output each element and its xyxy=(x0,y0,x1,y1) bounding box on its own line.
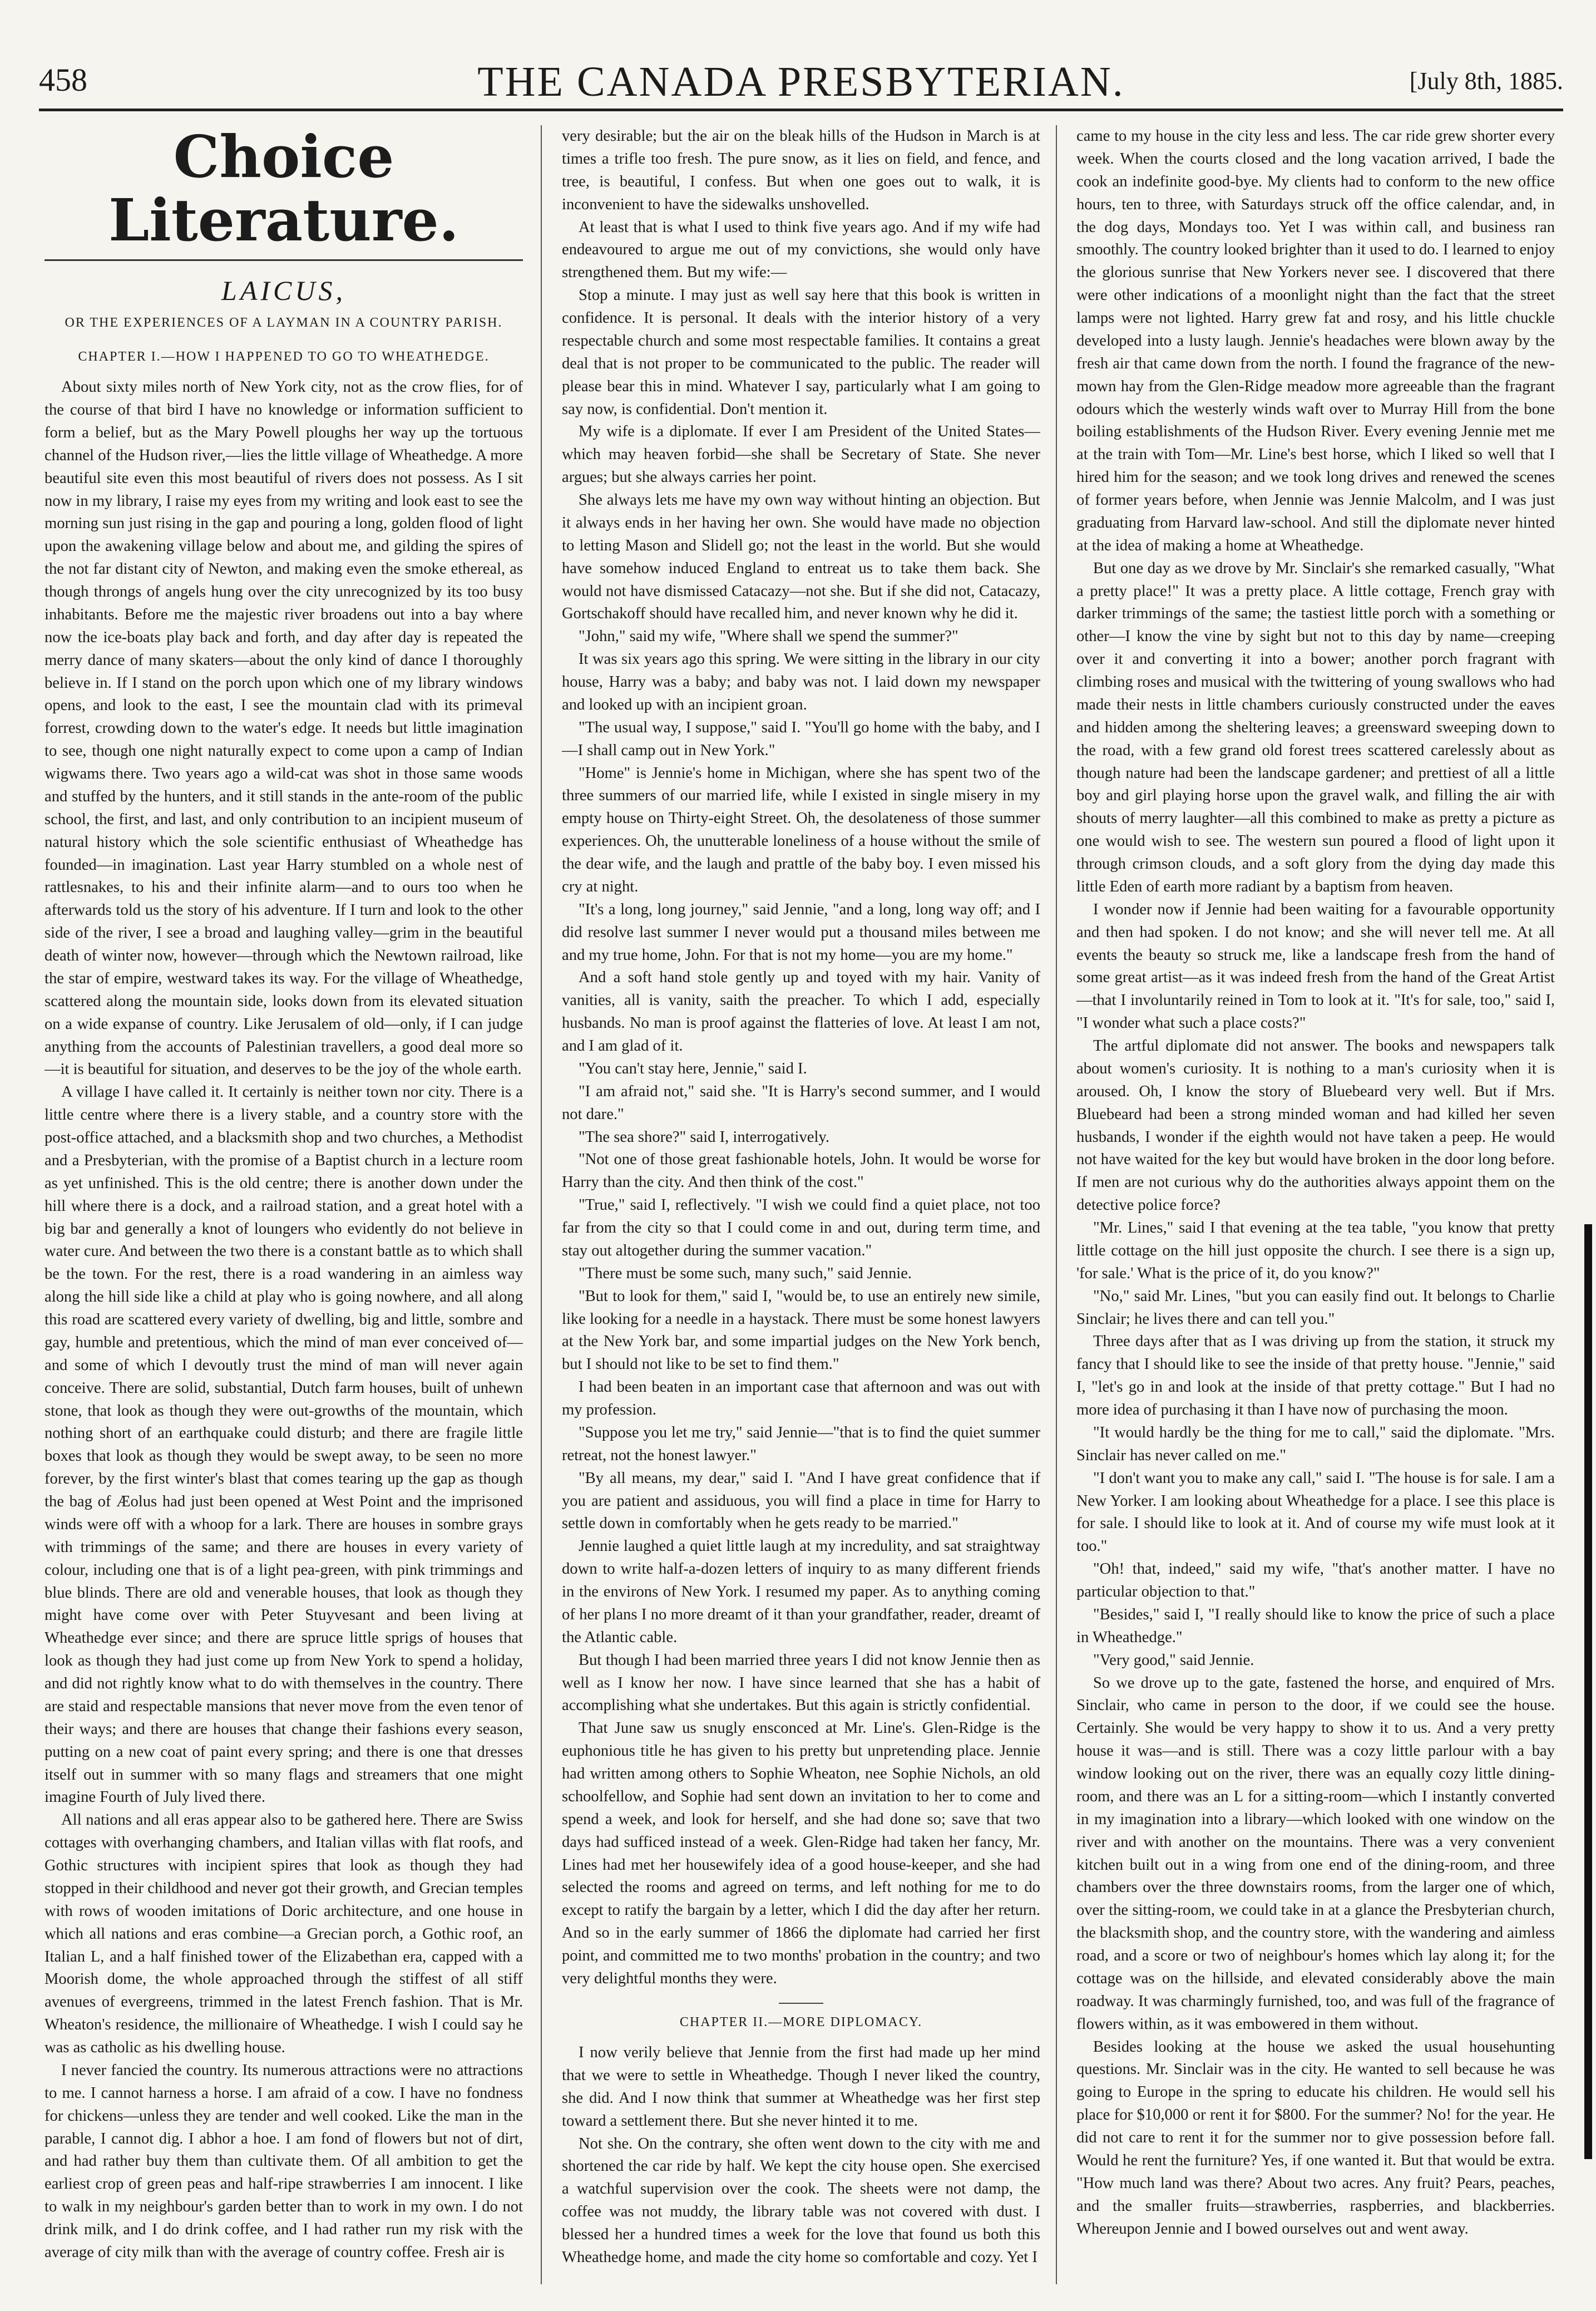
column-divider xyxy=(1056,125,1057,2284)
paragraph: Stop a minute. I may just as well say here that this book is written in confidence. It is personal. It deals with the interior history of a very respectable church and some most respectable families. It contains a great deal that is not proper to be communicated to the public. The reader will please bear this in mind. Whatever I say, particularly what I am going to say now, is confidential. Don't mention it. xyxy=(562,287,1040,418)
paragraph: I wonder now if Jennie had been waiting for a favourable opportunity and then had spoken. I do not know; and she will never tell me. At all events the beauty so struck me, like a landscape fresh from the hand of some great artist—as it was indeed fresh from the hand of the Great Artist—that I involuntarily reined in Tom to look at it. "It's for sale, too," said I, "I wonder what such a place costs?" xyxy=(1076,900,1555,1032)
paragraph: "It would hardly be the thing for me to call," said the diplomate. "Mrs. Sinclair has never called on me." xyxy=(1076,1423,1555,1464)
column-divider xyxy=(541,125,542,2284)
paragraph: "I am afraid not," said she. "It is Harry's second summer, and I would not dare." xyxy=(562,1082,1040,1123)
text-column-3 xyxy=(1076,125,1555,2284)
paragraph: "Very good," said Jennie. xyxy=(1093,1651,1254,1669)
paragraph: All nations and all eras appear also to be gathered here. There are Swiss cottages with overhanging chambers, and Italian villas with flat roofs, and Gothic structures with incipient spires that look as though they had stopped in their childhood and never got their growth, and Grecian temples with rows of wooden imitations of Doric architecture, and one house in which all nations and eras combine—a Grecian porch, a Gothic roof, an Italian L, and a half finished tower of the Elizabethan era, capped with a Moorish dome, the whole approached through the stiffest of all stiff avenues of evergreens, trimmed in the latest French fashion. That is Mr. Wheaton's residence, the millionaire of Wheathedge. I wish I could say he was as catholic as his dwelling house. xyxy=(45,1811,523,2057)
paragraph: "It's a long, long journey," said Jennie, "and a long, long way off; and I did resolve last summer I never would put a thousand miles between me and my true home, John. For that is not my home—you are my home." xyxy=(562,900,1040,964)
paragraph: It was six years ago this spring. We were sitting in the library in our city house, Harry was a baby; and baby was not. I laid down my newspaper and looked up with an incipient groan. xyxy=(562,651,1040,713)
paragraph: "The usual way, I suppose," said I. "You'll go home with the baby, and I—I shall camp out in New York." xyxy=(562,718,1040,759)
paragraph: My wife is a diplomate. If ever I am President of the United States—which may heaven forbid—she shall be Secretary of State. She never argues; but she always carries her point. xyxy=(562,423,1040,486)
text-column-2 xyxy=(562,125,1040,2284)
paragraph: Besides looking at the house we asked the usual househunting questions. Mr. Sinclair was in the city. He wanted to sell because he was going to Europe in the spring to educate his children. He would sell his place for $10,000 or rent it for $800. For the summer? No! for the year. He did not care to rent it for the summer nor to give possession before fall. Would he rent the furniture? Yes, if one wanted it. But that would be extra. "How much land was there? About two acres. Any fruit? Pears, peaches, and the smaller fruits—strawberries, raspberries, and blackberries. Whereupon Jennie and I bowed ourselves out and went away. xyxy=(1076,2038,1555,2238)
paragraph: very desirable; but the air on the bleak hills of the Hudson in March is at times a trifle too fresh. The pure snow, as it lies on field, and fence, and tree, is beautiful, I confess. But when one goes out to walk, it is inconvenient to have the sidewalks unshovelled. xyxy=(562,127,1040,213)
journal-title: THE CANADA PRESBYTERIAN. xyxy=(477,58,1125,105)
paragraph: That June saw us snugly ensconced at Mr. Line's. Glen-Ridge is the euphonious title he has given to his pretty but unpretending place. Jennie had written among others to Sophie Wheaton, nee Sophie Nichols, an old schoolfellow, and Sophie had sent down an invitation to her to come and spend a week, and look for herself, and she had done so; save that two days had sufficed instead of a week. Glen-Ridge had taken her fancy, Mr. Lines had met her housewifely idea of a good house-keeper, and she had selected the rooms and agreed on terms, and left nothing for me to do except to ratify the bargain by a letter, which I did the day after her return. And so in the early summer of 1866 the diplomate had carried her first point, and committed me to two months' probation in the country; and two very delightful months they were. xyxy=(562,1719,1040,1987)
paragraph: I never fancied the country. Its numerous attractions were no attractions to me. I cannot harness a horse. I am afraid of a cow. I have no fondness for chickens—unless they are tender and well cooked. Like the man in the parable, I cannot dig. I abhor a hoe. I am fond of flowers but not of dirt, and had rather buy them than cultivate them. Of all ambition to get the earliest crop of green peas and half-ripe strawberries I am innocent. I like to walk in my neighbour's garden better than to work in my own. I do not drink milk, and I do drink coffee, and I had rather run my risk with the average of city milk than with the average of country coffee. Fresh air is xyxy=(45,2061,523,2261)
paragraph: So we drove up to the gate, fastened the horse, and enquired of Mrs. Sinclair, who came in person to the door, if we could see the house. Certainly. She would be very happy to show it to us. And a very pretty house it was—and is still. There was a cozy little parlour with a bay window looking out on the river, there was an equally cozy little dining-room, and there was an L for a sitting-room—which I instantly converted in my imagination into a library—which looked with one window on the river and with another on the mountains. There was a very convenient kitchen built out in a wing from one end of the dining-room, and three chambers over the three downstairs rooms, from the larger one of which, over the sitting-room, we could take in at a glance the Presbyterian church, the blacksmith shop, and the country store, with the wandering and aimless road, and a score or two of neighbour's homes which lay along it; for the cottage was on the hillside, and elevated considerably above the main roadway. It was charmingly furnished, too, and was full of the fragrance of flowers within, as it was embowered in them without. xyxy=(1076,1674,1555,2033)
paragraph: "True," said I, reflectively. "I wish we could find a quiet place, not too far from the city so that I could come in and out, during term time, and stay out altogether during the summer vacation." xyxy=(562,1196,1040,1259)
paragraph: "No," said Mr. Lines, "but you can easily find out. It belongs to Charlie Sinclair; he lives there and can tell you." xyxy=(1076,1287,1555,1328)
paragraph: At least that is what I used to think five years ago. And if my wife had endeavoured to argue me out of my convictions, she would only have strengthened them. But my wife:— xyxy=(562,218,1040,282)
paragraph: "I don't want you to make any call," said I. "The house is for sale. I am a New Yorker. I am looking about Wheathedge for a place. I see this place is for sale. I should like to look at it. And of course my wife must look at it too." xyxy=(1076,1469,1555,1555)
paragraph: Jennie laughed a quiet little laugh at my incredulity, and sat straightway down to write half-a-dozen letters of inquiry to as many different friends in the environs of New York. I resumed my paper. As to anything coming of her plans I no more dreamt of it than your grandfather, reader, dreamt of the Atlantic cable. xyxy=(562,1538,1040,1646)
paragraph: "Besides," said I, "I really should like to know the price of such a place in Wheathedge." xyxy=(1076,1605,1555,1646)
paragraph: "By all means, my dear," said I. "And I have great confidence that if you are patient and assiduous, you will find a place in time for Harry to settle down in comfortably when he gets ready to be married." xyxy=(562,1469,1040,1533)
chapter-2-heading: CHAPTER II.—MORE DIPLOMACY. xyxy=(679,2014,923,2029)
paragraph: "Mr. Lines," said I that evening at the tea table, "you know that pretty little cottage on the hill just opposite the church. I see there is a sign up, 'for sale.' What is the price of it, do you know?" xyxy=(1076,1219,1555,1282)
paragraph: But one day as we drove by Mr. Sinclair's she remarked casually, "What a pretty place!" It was a pretty place. A little cottage, French gray with darker trimmings of the same; the tastiest little porch with a something or other—I know the vine by sight but not to this day by name—creeping over it and converting it into a bower; another porch fragrant with climbing roses and musical with the twittering of young swallows who had made their nests in little chambers curiously constructed under the eaves and hidden among the sheltering leaves; a greensward sweeping down to the road, with a few grand old forest trees scattered carelessly about as though nature had been the landscape gardener; and prettiest of all a little boy and girl playing horse upon the gravel walk, and filling the air with shouts of merry laughter—all this combined to make as pretty a picture as one would wish to see. The western sun poured a flood of light upon it through crimson clouds, and a soft glory from the dying day made this little Eden of earth more radiant by a baptism from heaven. xyxy=(1076,559,1555,895)
paragraph: I had been beaten in an important case that afternoon and was out with my profession. xyxy=(562,1378,1040,1418)
margin-mark xyxy=(1584,1224,1592,2159)
paragraph: I now verily believe that Jennie from the first had made up her mind that we were to settle in Wheathedge. Though I never liked the country, she did. And I now think that summer at Wheathedge was her first step toward a settlement there. But she never hinted it to me. xyxy=(562,2044,1040,2130)
paragraph: But though I had been married three years I did not know Jennie then as well as I know her now. I have since learned that she has a habit of accomplishing what she undertakes. But this again is strictly confidential. xyxy=(562,1651,1040,1714)
page-header xyxy=(39,56,1563,111)
paragraph: "Not one of those great fashionable hotels, John. It would be worse for Harry than the city. And then think of the cost." xyxy=(562,1151,1040,1191)
section-title: Choice Literature. xyxy=(45,125,523,261)
paragraph: A village I have called it. It certainly is neither town nor city. There is a little centre where there is a livery stable, and a country store with the post-office attached, and a blacksmith shop and two churches, a Methodist and a Presbyterian, with the promise of a Baptist church in a lecture room as yet unfinished. This is the old centre; there is another down under the hill where there is a dock, and a railroad station, and a great hotel with a big bar and generally a knot of loungers who evidently do not believe in water cure. And between the two there is a constant battle as to which shall be the town. For the rest, there is a road wandering in an aimless way along the hill side like a child at play who is going nowhere, and all along this road are scattered every variety of dwelling, big and little, sombre and gay, humble and pretentious, which the mind of man ever conceived of—and some of which I devoutly trust the mind of man will never again conceive. There are solid, substantial, Dutch farm houses, built of unhewn stone, that look as though they were out-growths of the mountain, which nothing short of an earthquake could disturb; and there are fragile little boxes that look as though they would be swept away, to be seen no more forever, by the first winter's blast that comes tearing up the gap as though the bag of Æolus had just been opened at West Point and the imprisoned winds were off with a whoop for a lark. There are houses in sombre grays with trimmings of the same; and there are houses in every variety of colour, including one that is of a light pea-green, with pink trimmings and blue blinds. There are old and venerable houses, that look as though they might have come over with Peter Stuyvesant and been living at Wheathedge ever since; and there are spruce little sprigs of houses that look as though they had just come up from New York to spend a holiday, and did not rightly know what to do with themselves in the country. There are staid and respectable mansions that never move from the even tenor of their ways; and there are houses that change their fashions every season, putting on a new coat of paint every spring; and there is one that dresses itself out in summer with so many flags and streamers that one might imagine Fourth of July lived there. xyxy=(45,1083,523,1806)
paragraph: "Oh! that, indeed," said my wife, "that's another matter. I have no particular objection to that." xyxy=(1076,1560,1555,1600)
paragraph: "There must be some such, many such," said Jennie. xyxy=(579,1264,912,1282)
paragraph: She always lets me have my own way without hinting an objection. But it always ends in her having her own. She would have made no objection to letting Mason and Slidell go; not the least in the world. But she would have somehow induced England to entreat us to take them back. She would not have dismissed Catacazy—not she. But if she did not, Catacazy, Gortschakoff should have recalled him, and never known why he did it. xyxy=(562,491,1040,623)
paragraph: came to my house in the city less and less. The car ride grew shorter every week. When the courts closed and the long vacation arrived, I bade the cook an indefinite good-bye. My clients had to conform to the new office hours, ten to three, with Saturdays struck off the office calendar, and, in the dog days, Mondays too. Yet I was within call, and business ran smoothly. The country looked brighter than it used to do. I learned to enjoy the glorious sunrise that New Yorkers never see. I discovered that there were other indications of a moonlight night than the fact that the street lamps were not lighted. Harry grew fat and rosy, and his little chuckle developed into a lusty laugh. Jennie's headaches were blown away by the fresh air that came down from the north. I found the fragrance of the new-mown hay from the Glen-Ridge meadow more agreeable than the fragrant odours which the westerly winds waft over to Murray Hill from the bone boiling establishments of the Hudson River. Every evening Jennie met me at the train with Tom—Mr. Line's best horse, which I liked so well that I hired him for the season; and we took long drives and renewed the scenes of former years before, when Jennie was Jennie Malcolm, and I was just graduating from Harvard law-school. And still the diplomate never hinted at the idea of making a home at Wheathedge. xyxy=(1076,127,1555,554)
paragraph: Three days after that as I was driving up from the station, it struck my fancy that I should like to see the inside of that pretty house. "Jennie," said I, "let's go in and look at the inside of that pretty cottage." But I had no more idea of purchasing it than I have now of purchasing the moon. xyxy=(1076,1333,1555,1418)
paragraph: "John," said my wife, "Where shall we spend the summer?" xyxy=(579,628,958,645)
paragraph: "Suppose you let me try," said Jennie—"that is to find the quiet summer retreat, not the honest lawyer." xyxy=(562,1423,1040,1464)
paragraph: Not she. On the contrary, she often went down to the city with me and shortened the car ride by half. We kept the city house open. She exercised a watchful supervision over the cook. The sheets were not damp, the coffee was not muddy, the library table was not covered with dust. I blessed her a hundred times a week for the love that found us both this Wheathedge home, and made the city home so comfortable and cozy. Yet I xyxy=(562,2135,1040,2266)
paragraph: "You can't stay here, Jennie," said I. xyxy=(579,1060,807,1077)
paragraph: About sixty miles north of New York city, not as the crow flies, for of the course of that bird I have no knowledge or information sufficient to form a belief, but as the Mary Powell ploughs her way up the tortuous channel of the Hudson river,—lies the little village of Wheathedge. A more beautiful site even this most beautiful of rivers does not possess. As I sit now in my library, I raise my eyes from my writing and look east to see the morning sun just rising in the gap and pouring a long, golden flood of light upon the awakening village below and about me, and gilding the spires of the not far distant city of Newton, and making even the smoke ethereal, as though throngs of angels hung over the city unrecognized by its too busy inhabitants. Before me the majestic river broadens out into a bay where now the ice-boats play back and forth, and day after day is repeated the merry dance of many skaters—about the only kind of dance I thoroughly believe in. If I stand on the porch upon which one of my library windows opens, and look to the east, I see the mountain clad with its primeval forrest, crowding down to the water's edge. It needs but little imagination to see, though one night naturally expect to come upon a camp of Indian wigwams there. Two years ago a wild-cat was shot in those same woods and stuffed by the hunters, and it still stands in the ante-room of the public school, the first, and last, and only contribution to an incipient museum of natural history which the sole scientific enthusiast of Wheathedge has founded—in imagination. Last year Harry stumbled on a whole nest of rattlesnakes, to his and their infinite alarm—and to ours too when he afterwards told us the story of his adventure. If I turn and look to the other side of the river, I see a broad and laughing valley—grim in the beautiful death of winter now, however—through which the Newtown railroad, like the star of empire, westward takes its way. For the village of Wheathedge, scattered along the mountain side, looks down from its elevated situation on a wide expanse of country. Like Jerusalem of old—only, if I can judge anything from the accounts of Palestinian travellers, a good deal more so—it is beautiful for situation, and deserves to be the joy of the whole earth. xyxy=(45,378,523,1078)
text-column-1 xyxy=(45,125,523,2284)
story-subtitle: OR THE EXPERIENCES OF A LAYMAN IN A COUNTRY PARISH. xyxy=(65,316,503,331)
story-title: LAICUS, xyxy=(221,274,346,306)
page-number: 458 xyxy=(39,62,87,98)
chapter-1-heading: CHAPTER I.—HOW I HAPPENED TO GO TO WHEATHEDGE. xyxy=(78,349,490,364)
paragraph: "Home" is Jennie's home in Michigan, where she has spent two of the three summers of our married life, while I existed in single misery in my empty house on Thirty-eight Street. Oh, the desolateness of those summer experiences. Oh, the unutterable loneliness of a house without the smile of the dear wife, and the laugh and prattle of the baby boy. I even missed his cry at night. xyxy=(562,764,1040,895)
paragraph: "But to look for them," said I, "would be, to use an entirely new simile, like looking for a needle in a haystack. There must be some honest lawyers at the New York bar, and some impartial judges on the New York bench, but I should not like to be set to find them." xyxy=(562,1287,1040,1373)
paragraph: "The sea shore?" said I, interrogatively. xyxy=(579,1128,830,1146)
paragraph: The artful diplomate did not answer. The books and newspapers talk about women's curiosity. It is nothing to a man's curiosity when it is aroused. Oh, I know the story of Bluebeard very well. But if Mrs. Bluebeard had been a strong minded woman and had killed her seven husbands, I wonder if the eighth would not have taken a peep. He would not have waited for the key but would have broken in the door long before. If men are not curious why do the authorities always appoint them on the detective police force? xyxy=(1076,1037,1555,1214)
issue-date: [July 8th, 1885. xyxy=(1409,67,1563,95)
chapter-rule xyxy=(779,2003,823,2004)
paragraph: And a soft hand stole gently up and toyed with my hair. Vanity of vanities, all is vanity, saith the preacher. To which I add, especially husbands. No man is proof against the flatteries of love. At least I am not, and I am glad of it. xyxy=(562,969,1040,1055)
